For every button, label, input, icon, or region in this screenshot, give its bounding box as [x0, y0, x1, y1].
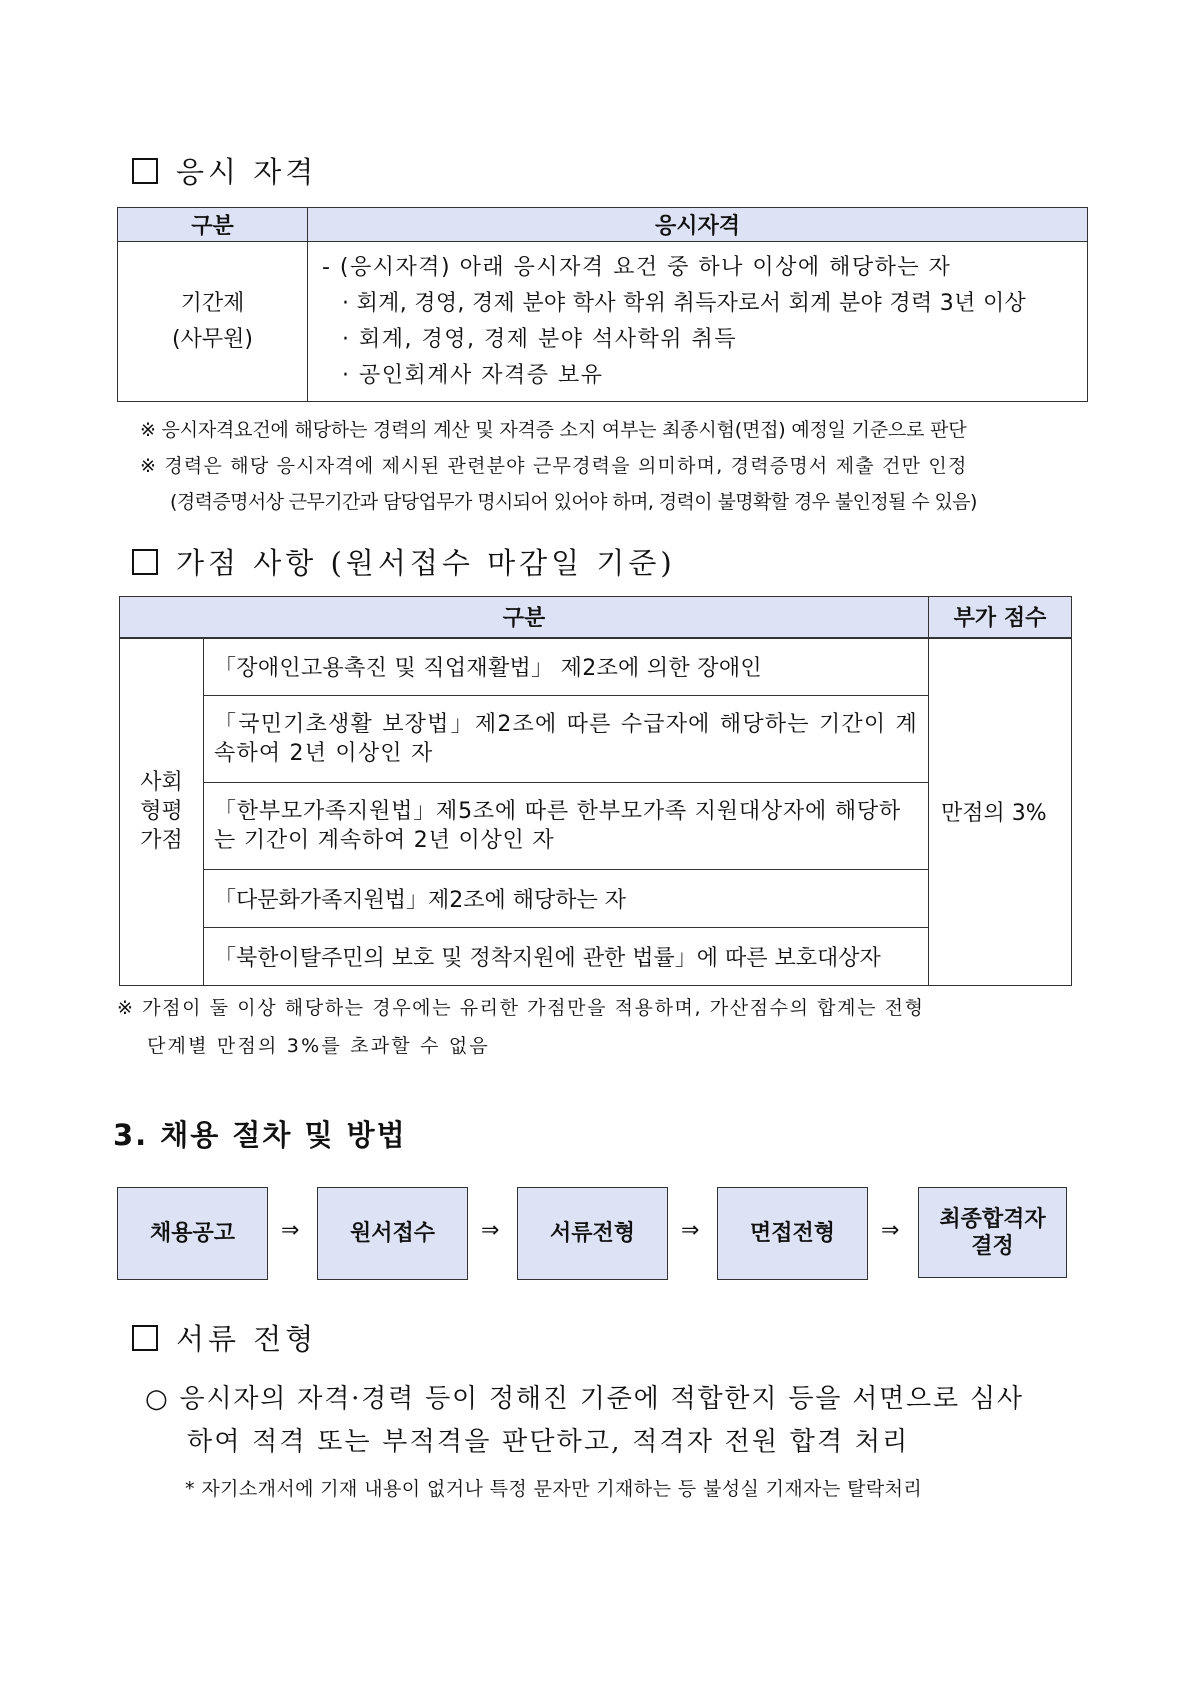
arrow-icon: ⇒	[281, 1218, 300, 1243]
arrow-icon: ⇒	[681, 1218, 700, 1243]
note-line: (경력증명서상 근무기간과 담당업무가 명시되어 있어야 하며, 경력이 불명확할 경우 불인정될 수 있음)	[170, 491, 977, 513]
arrow-icon: ⇒	[881, 1218, 900, 1243]
document-screening-title: 서류 전형	[132, 1317, 317, 1358]
screening-bullet: ○ 응시자의 자격·경력 등이 정해진 기준에 적합한지 등을 서면으로 심사	[145, 1384, 1024, 1414]
step-box: 최종합격자 결정	[918, 1187, 1067, 1278]
note-line: ※ 응시자격요건에 해당하는 경력의 계산 및 자격증 소지 여부는 최종시험(면접) 예정일 기준으로 판단	[140, 419, 967, 441]
bonus-item: 「국민기초생활 보장법」제2조에 따른 수급자에 해당하는 기간이 계속하여 2년 이상인 자	[204, 696, 929, 783]
row-category	[118, 242, 308, 402]
arrow-icon: ⇒	[481, 1218, 500, 1243]
bonus-item: 「한부모가족지원법」제5조에 따른 한부모가족 지원대상자에 해당하는 기간이 계속하여 2년 이상인 자	[204, 783, 929, 870]
screening-bullet: 하여 적격 또는 부적격을 판단하고, 적격자 전원 합격 처리	[187, 1427, 910, 1457]
bonus-table	[119, 596, 1072, 986]
group-cell	[120, 638, 204, 986]
qualification-line: · 공인회계사 자격증 보유	[342, 362, 604, 388]
qualification-table	[117, 207, 1088, 402]
checkbox-square-icon	[132, 1325, 158, 1351]
group-line: 가점	[140, 828, 183, 854]
checkbox-square-icon	[132, 158, 158, 184]
qualification-cell	[308, 242, 1088, 402]
step-box: 서류전형	[517, 1187, 668, 1280]
category-line: (사무원)	[172, 326, 253, 352]
screening-sub-note: * 자기소개서에 기재 내용이 없거나 특정 문자만 기재하는 등 불성실 기재자는 탈락처리	[185, 1478, 923, 1500]
note-line: 단계별 만점의 3%를 초과할 수 없음	[147, 1035, 490, 1057]
bonus-item: 「다문화가족지원법」제2조에 해당하는 자	[204, 870, 929, 928]
procedure-heading: 3. 채용 절차 및 방법	[113, 1118, 407, 1152]
bonus-item: 「장애인고용촉진 및 직업재활법」 제2조에 의한 장애인	[204, 638, 929, 696]
bonus-item: 「북한이탈주민의 보호 및 정착지원에 관한 법률」에 따른 보호대상자	[204, 928, 929, 986]
table-header-qualification: 응시자격	[308, 208, 1088, 242]
note-line: ※ 경력은 해당 응시자격에 제시된 관련분야 근무경력을 의미하며, 경력증명서 제출 건만 인정	[140, 455, 968, 477]
step-box: 면접전형	[717, 1187, 868, 1280]
table-header-score: 부가 점수	[929, 597, 1072, 638]
step-box: 채용공고	[117, 1187, 268, 1280]
qualification-line: · 회계, 경영, 경제 분야 석사학위 취득	[342, 326, 737, 352]
group-line: 형평	[140, 799, 183, 825]
bonus-score: 만점의 3%	[929, 638, 1072, 986]
category-line: 기간제	[180, 290, 245, 316]
note-line: ※ 가점이 둘 이상 해당하는 경우에는 유리한 가점만을 적용하며, 가산점수의 합계는 전형	[117, 997, 925, 1019]
qualification-title: 응시 자격	[132, 150, 317, 191]
table-header-category: 구분	[118, 208, 308, 242]
step-box: 원서접수	[317, 1187, 468, 1280]
table-header-category: 구분	[120, 597, 929, 638]
group-line: 사회	[140, 770, 183, 796]
bonus-title: 가점 사항 (원서접수 마감일 기준)	[132, 541, 676, 582]
qualification-line: · 회계, 경영, 경제 분야 학사 학위 취득자로서 회계 분야 경력 3년 이상	[342, 290, 1027, 316]
checkbox-square-icon	[132, 549, 158, 575]
qualification-line: - (응시자격) 아래 응시자격 요건 중 하나 이상에 해당하는 자	[322, 254, 952, 280]
